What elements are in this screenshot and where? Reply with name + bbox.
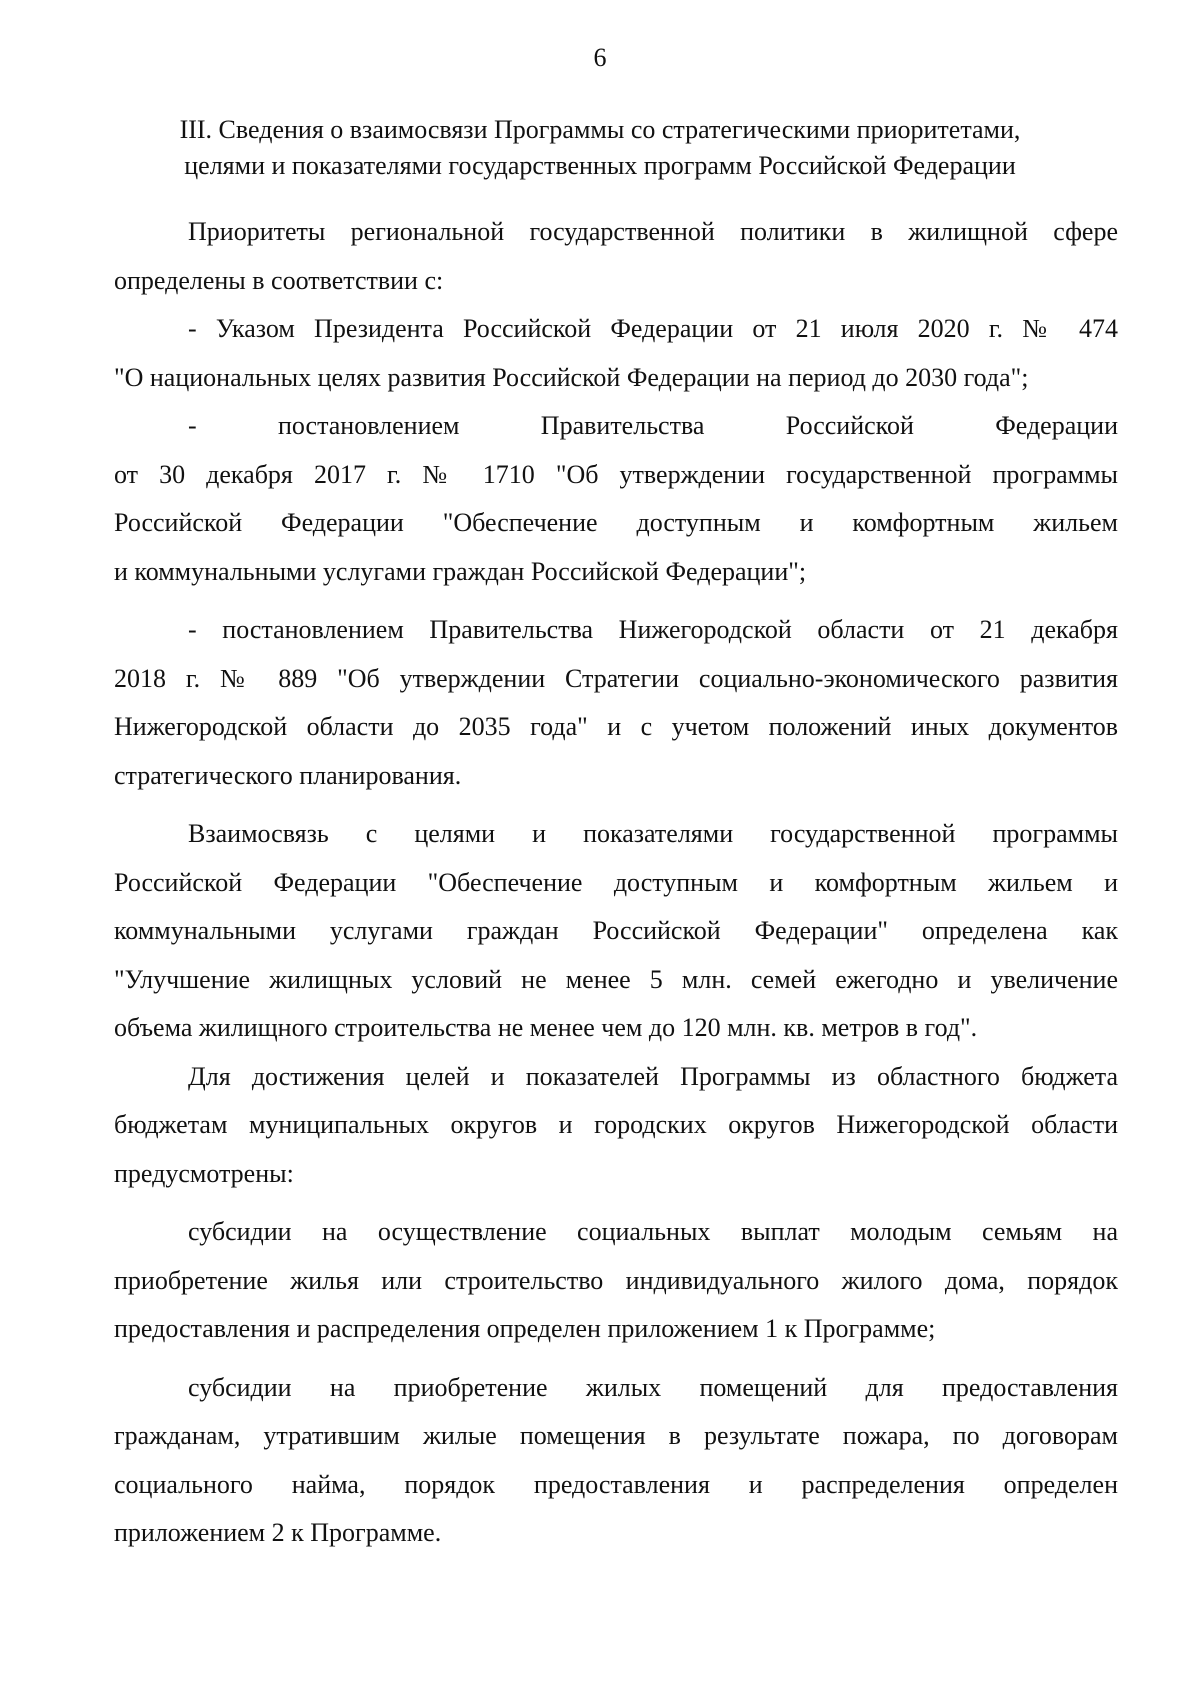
paragraph-relationship: [114, 810, 1118, 1053]
paragraph-regional-resolution: [114, 606, 1118, 800]
text-line: Российской Федерации "Обеспечение доступным и комфортным жильем и: [114, 867, 1118, 897]
page-number: 6: [593, 43, 607, 72]
text-line: 2018 г. № 889 "Об утверждении Стратегии социально-экономического развития: [114, 663, 1118, 693]
text-line: предусмотрены:: [114, 1158, 294, 1188]
text-line: определены в соответствии с:: [114, 265, 444, 295]
paragraph-decree: [114, 305, 1118, 402]
paragraph-priorities: [114, 208, 1118, 305]
text-line: субсидии на приобретение жилых помещений для предоставления: [188, 1372, 1118, 1402]
heading-line: целями и показателями государственных программ Российской Федерации: [184, 151, 1016, 180]
section-heading: [112, 112, 1088, 184]
text-line: стратегического планирования.: [114, 760, 462, 790]
text-line: - Указом Президента Российской Федерации от 21 июля 2020 г. № 474: [188, 314, 1118, 343]
text-line: Российской Федерации "Обеспечение доступным и комфортным жильем: [114, 508, 1118, 537]
text-line: субсидии на осуществление социальных выплат молодым семьям на: [188, 1217, 1118, 1246]
document-body: [114, 208, 1118, 1558]
text-line: приобретение жилья или строительство индивидуального жилого дома, порядок: [114, 1265, 1118, 1295]
text-line: социального найма, порядок предоставления и распределения определен: [114, 1469, 1118, 1499]
text-line: бюджетам муниципальных округов и городских округов Нижегородской области: [114, 1110, 1118, 1139]
text-line: - постановлением Правительства Нижегородской области от 21 декабря: [188, 615, 1118, 644]
text-line: коммунальными услугами граждан Российской Федерации" определена как: [114, 916, 1118, 945]
paragraph-subsidy-young-families: [114, 1208, 1118, 1354]
text-line: предоставления и распределения определен приложением 1 к Программе;: [114, 1314, 936, 1343]
text-line: Взаимосвязь с целями и показателями государственной программы: [188, 819, 1118, 848]
text-line: Приоритеты региональной государственной политики в жилищной сфере: [188, 217, 1118, 246]
text-line: объема жилищного строительства не менее чем до 120 млн. кв. метров в год".: [114, 1013, 978, 1042]
paragraph-budget: [114, 1053, 1118, 1199]
text-line: Нижегородской области до 2035 года" и с учетом положений иных документов: [114, 712, 1118, 741]
paragraph-federal-resolution: [114, 402, 1118, 596]
text-line: "Улучшение жилищных условий не менее 5 млн. семей ежегодно и увеличение: [114, 964, 1118, 994]
text-line: и коммунальными услугами граждан Российской Федерации";: [114, 556, 807, 586]
text-line: гражданам, утратившим жилые помещения в результате пожара, по договорам: [114, 1421, 1118, 1450]
text-line: от 30 декабря 2017 г. № 1710 "Об утверждении государственной программы: [114, 459, 1118, 489]
paragraph-subsidy-fire-victims: [114, 1364, 1118, 1558]
text-line: - постановлением Правительства Российской Федерации: [188, 411, 1118, 440]
text-line: приложением 2 к Программе.: [114, 1518, 442, 1547]
text-line: "О национальных целях развития Российской Федерации на период до 2030 года";: [114, 362, 1029, 392]
heading-line: III. Сведения о взаимосвязи Программы со стратегическими приоритетами,: [179, 115, 1021, 144]
text-line: Для достижения целей и показателей Программы из областного бюджета: [188, 1061, 1118, 1091]
